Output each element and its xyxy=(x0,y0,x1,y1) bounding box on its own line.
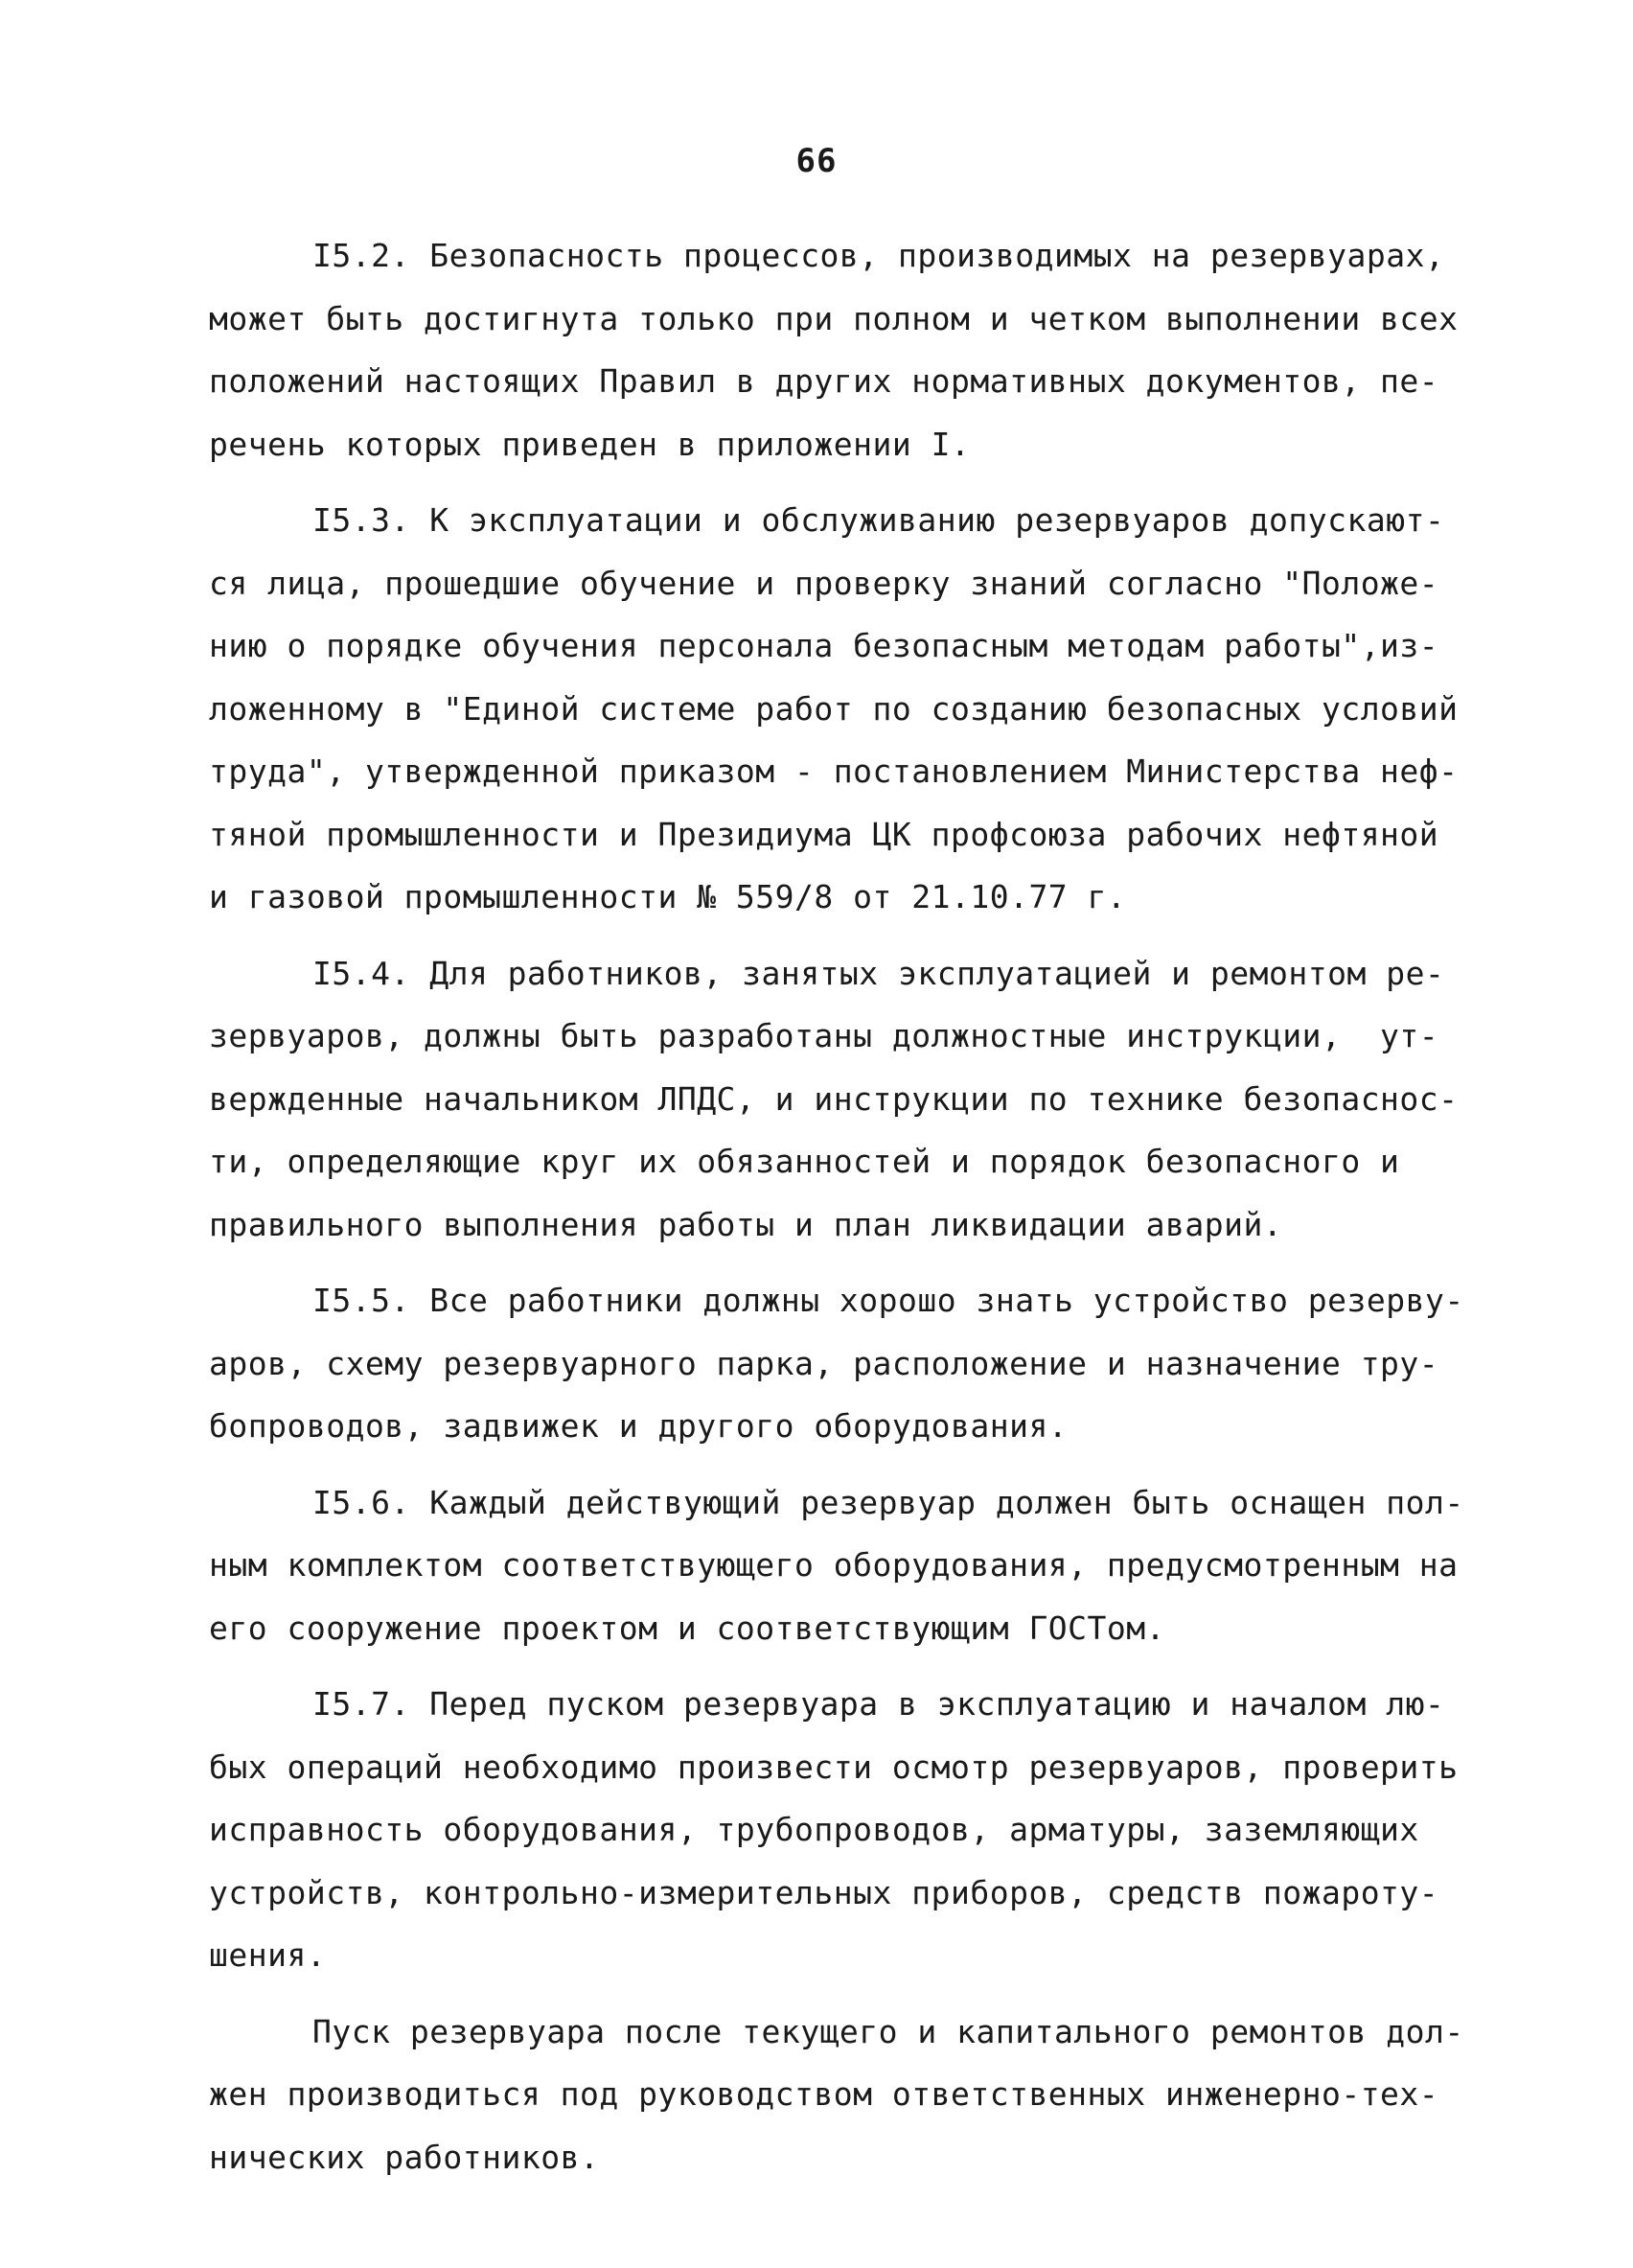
paragraph xyxy=(209,489,1459,929)
text-line: правильного выполнения работы и план ликвидации аварий. xyxy=(209,1205,1283,1243)
text-line: труда", утвержденной приказом - постановлением Министерства неф- xyxy=(209,752,1459,790)
text-line: жен производиться под руководством ответственных инженерно-тех- xyxy=(209,2075,1439,2113)
text-line: может быть достигнута только при полном и четком выполнении всех xyxy=(209,299,1459,337)
text-line: нию о порядке обучения персонала безопасным методам работы",из- xyxy=(209,627,1439,664)
text-line: зервуаров, должны быть разработаны должностные инструкции, ут- xyxy=(209,1017,1439,1054)
page-number: 66 xyxy=(795,142,838,180)
text-line: исправность оборудования, трубопроводов, арматуры, заземляющих xyxy=(209,1811,1419,1848)
paragraph xyxy=(209,1471,1464,1660)
paragraph xyxy=(209,1269,1464,1458)
text-line: ти, определяющие круг их обязанностей и порядок безопасного и xyxy=(209,1143,1400,1180)
text-line: нических работников. xyxy=(209,2138,600,2176)
text-line: тяной промышленности и Президиума ЦК профсоюза рабочих нефтяной xyxy=(209,815,1439,853)
text-line: аров, схему резервуарного парка, расположение и назначение тру- xyxy=(209,1344,1439,1382)
text-line: ся лица, прошедшие обучение и проверку знаний согласно "Положе- xyxy=(209,564,1439,602)
text-line: бых операций необходимо произвести осмотр резервуаров, проверить xyxy=(209,1747,1459,1786)
text-line: I5.7. Перед пуском резервуара в эксплуатацию и началом лю- xyxy=(312,1685,1445,1723)
text-line: речень которых приведен в приложении I. xyxy=(209,425,971,463)
text-line: I5.6. Каждый действующий резервуар должен быть оснащен пол- xyxy=(312,1483,1464,1521)
text-line: ложенному в "Единой системе работ по созданию безопасных условий xyxy=(209,689,1459,728)
paragraph xyxy=(209,942,1459,1257)
text-line: I5.3. К эксплуатации и обслуживанию резервуаров допускают- xyxy=(312,501,1445,539)
document-body xyxy=(209,224,1464,2202)
text-line: его сооружение проектом и соответствующим ГОСТом. xyxy=(209,1608,1166,1647)
text-line: вержденные начальником ЛПДС, и инструкции по технике безопаснос- xyxy=(209,1079,1459,1118)
paragraph xyxy=(209,2001,1464,2189)
text-line: и газовой промышленности № 559/8 от 21.10.77 г. xyxy=(209,878,1127,915)
text-line: бопроводов, задвижек и другого оборудования. xyxy=(209,1407,1069,1445)
paragraph xyxy=(209,224,1459,475)
text-line: I5.4. Для работников, занятых эксплуатацией и ремонтом ре- xyxy=(312,954,1445,992)
text-line: шения. xyxy=(209,1936,327,1974)
text-line: I5.5. Все работники должны хорошо знать устройство резерву- xyxy=(312,1282,1464,1319)
text-line: I5.2. Безопасность процессов, производимых на резервуарах, xyxy=(312,237,1445,274)
text-line: положений настоящих Правил в других нормативных документов, пе- xyxy=(209,362,1439,400)
paragraph xyxy=(209,1673,1459,1987)
text-line: Пуск резервуара после текущего и капитального ремонтов дол- xyxy=(312,2012,1464,2050)
text-line: устройств, контрольно-измерительных приборов, средств пожароту- xyxy=(209,1873,1439,1911)
text-line: ным комплектом соответствующего оборудования, предусмотренным на xyxy=(209,1546,1459,1584)
